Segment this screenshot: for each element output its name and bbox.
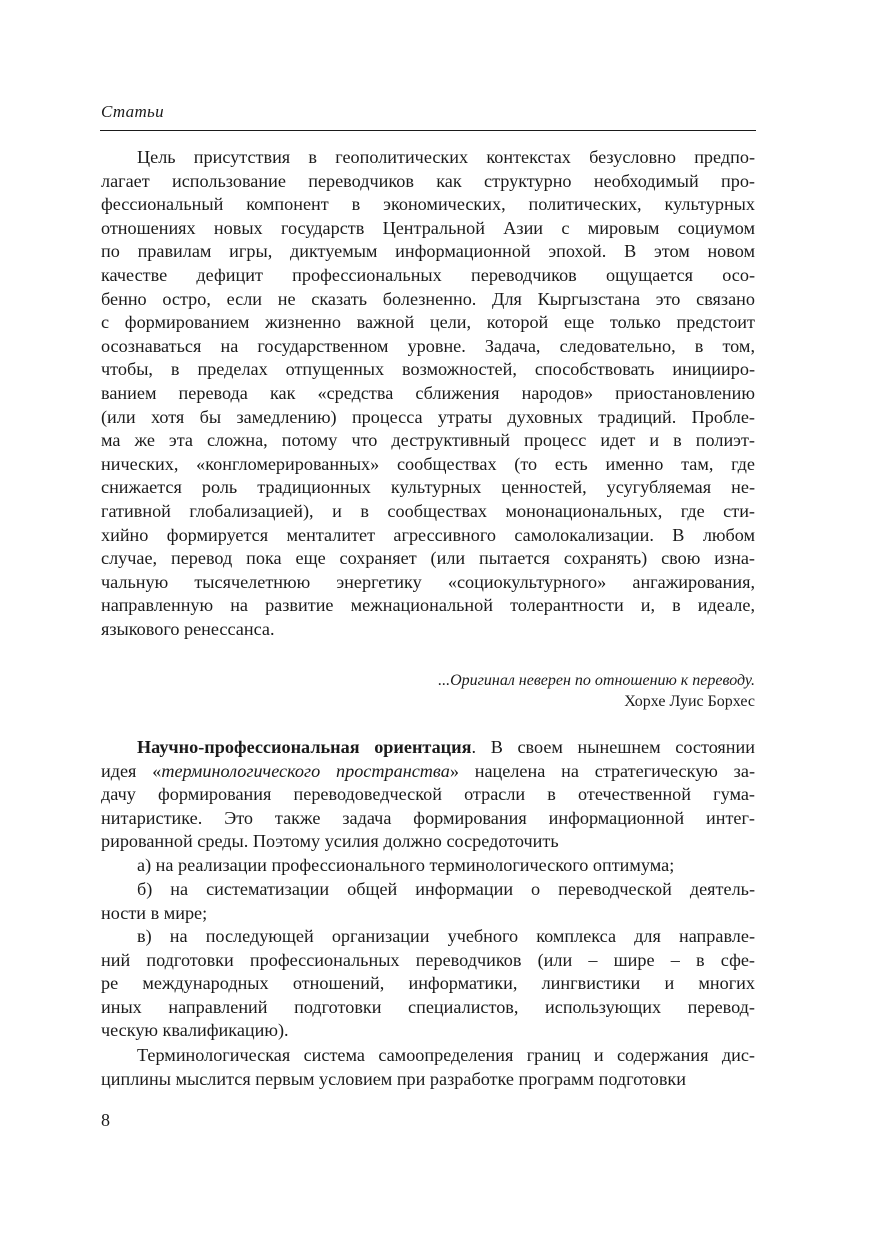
text-line: гативной глобализацией), и в сообществах мононациональных, где сти- (101, 500, 755, 521)
text-line: с формированием жизненно важной цели, которой еще только предстоит (101, 312, 755, 333)
text-line: по правилам игры, диктуемым информационной эпохой. В этом новом (101, 241, 755, 262)
text-line: б) на систематизации общей информации о переводческой деятель- (137, 879, 755, 899)
text-line: фессиональный компонент в экономических, политических, культурных (101, 194, 755, 215)
list-item-a (101, 854, 755, 878)
section-lead: Научно-профессиональная ориентация (137, 737, 472, 757)
text-line: ний подготовки профессиональных переводчиков (или – шире – в сфе- (101, 949, 755, 970)
text-line: чтобы, в пределах отпущенных возможностей, способствовать иницииро- (101, 359, 755, 380)
text-line: нических, «конгломерированных» сообществах (то есть именно там, где (101, 453, 755, 474)
text-line: циплины мыслится первым условием при разработке программ подготовки (101, 1068, 686, 1089)
text-line: ческую квалификацию). (101, 1020, 289, 1041)
text-line: хийно формируется менталитет агрессивного самолокализации. В любом (101, 524, 755, 545)
text-line: ре международных отношений, информатики, лингвистики и многих (101, 973, 755, 994)
text-line: направленную на развитие межнациональной толерантности и, в идеале, (101, 595, 755, 616)
epigraph-quote: ...Оригинал неверен по отношению к переводу. (438, 672, 755, 689)
paragraph-terminology (101, 1044, 755, 1091)
text-line: Цель присутствия в геополитических контекстах безусловно предпо- (137, 147, 755, 167)
text-line: а) на реализации профессионального терминологического оптимума; (137, 855, 675, 875)
text-line: ма же эта сложна, потому что деструктивный процесс идет и в полиэт- (101, 430, 755, 451)
text-line: нитаристике. Это также задача формирования информационной интег- (101, 807, 755, 828)
epigraph (438, 670, 755, 712)
text-line: иных направлений подготовки специалистов, использующих перевод- (101, 996, 755, 1017)
text-line: качестве дефицит профессиональных переводчиков ощущается осо- (101, 264, 755, 285)
text-line: (или хотя бы замедлению) процесса утраты духовных традиций. Пробле- (101, 406, 755, 427)
text-line: снижается роль традиционных культурных ценностей, усугубляемая не- (101, 477, 755, 498)
text-line: отношениях новых государств Центральной Азии с мировым социумом (101, 217, 755, 238)
text-line: чальную тысячелетнюю энергетику «социокультурного» ангажирования, (101, 571, 755, 592)
text-line: Терминологическая система самоопределения границ и содержания дис- (137, 1045, 755, 1065)
text-line: случае, перевод пока еще сохраняет (или пытается сохранять) свою изна- (101, 548, 755, 569)
text-line: дачу формирования переводоведческой отрасли в отечественной гума- (101, 784, 755, 805)
page-number: 8 (101, 1110, 110, 1130)
text-line: лагает использование переводчиков как структурно необходимый про- (101, 170, 755, 191)
list-item-b (101, 878, 755, 925)
text-line: ванием перевода как «средства сближения народов» приостановлению (101, 382, 755, 403)
list-item-c (101, 925, 755, 1043)
term-italic: терминологического пространства (161, 760, 450, 781)
text-line: осознаваться на государственном уровне. Задача, следовательно, в том, (101, 335, 755, 356)
text-line: языкового ренессанса. (101, 618, 275, 639)
epigraph-author: Хорхе Луис Борхес (624, 693, 755, 710)
text-line: рированной среды. Поэтому усилия должно сосредоточить (101, 831, 559, 852)
text-line: ности в мире; (101, 902, 208, 923)
header-rule (100, 130, 756, 131)
text-line: идея «терминологического пространства» нацелена на стратегическую за- (101, 760, 755, 781)
paragraph-orientation (101, 736, 755, 854)
running-title: Статьи (101, 102, 164, 121)
text-line: бенно остро, если не сказать болезненно. Для Кыргызстана это связано (101, 288, 755, 309)
text-line: в) на последующей организации учебного комплекса для направле- (137, 926, 755, 946)
paragraph-purpose (101, 146, 755, 641)
text-line: Научно-профессиональная ориентация. В своем нынешнем состоянии (137, 737, 756, 757)
